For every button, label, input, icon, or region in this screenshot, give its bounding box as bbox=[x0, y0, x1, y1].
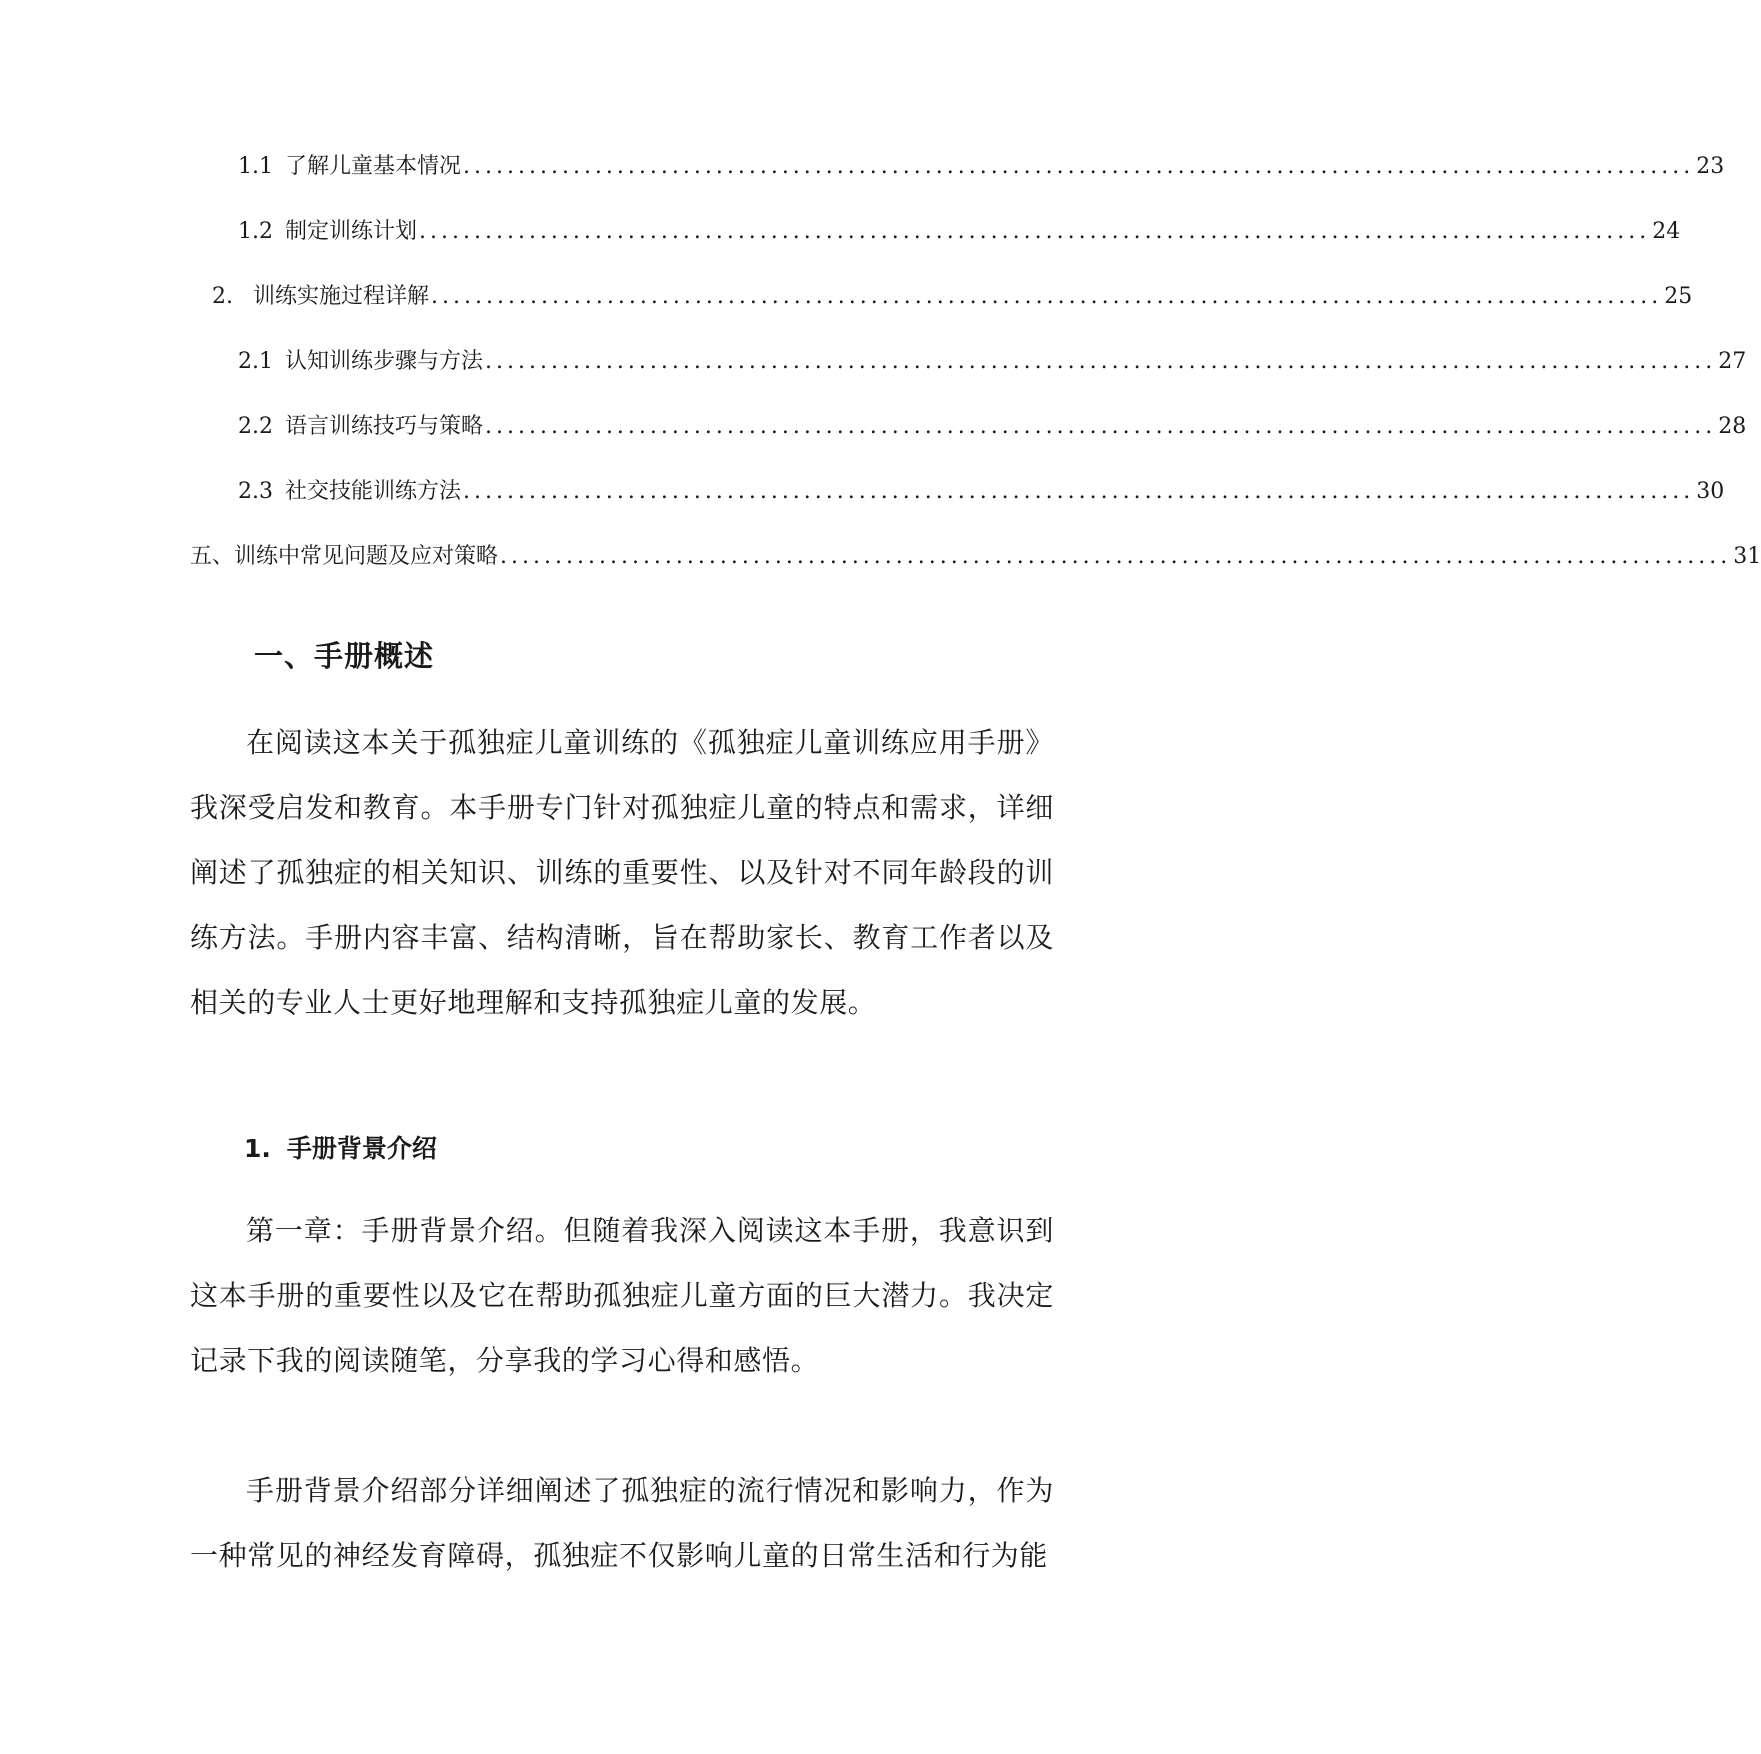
toc-leader-dots: ................................................................................................................ bbox=[431, 284, 1663, 309]
body-paragraph: 在阅读这本关于孤独症儿童训练的《孤独症儿童训练应用手册》我深受启发和教育。本手册专门针对孤独症儿童的特点和需求，详细阐述了孤独症的相关知识、训练的重要性、以及针对不同年龄段的训练方法。手册内容丰富、结构清晰，旨在帮助家长、教育工作者以及相关的专业人士更好地理解和支持孤独症儿童的发展。 bbox=[190, 726, 1054, 1019]
toc-number: 1.2 bbox=[238, 219, 273, 244]
toc-leader-dots: ................................................................................................................ bbox=[500, 544, 1732, 569]
toc-leader-dots: ................................................................................................................ bbox=[485, 349, 1717, 374]
toc-title: 认知训练步骤与方法 bbox=[285, 349, 484, 374]
toc-entry[interactable] bbox=[238, 412, 1747, 442]
toc-entry[interactable] bbox=[212, 282, 1693, 312]
toc-number: 2.3 bbox=[238, 479, 273, 504]
section-heading: 一、手册概述 bbox=[254, 639, 435, 673]
toc-page-number: 31 bbox=[1733, 544, 1761, 569]
toc-page-number: 23 bbox=[1696, 154, 1725, 179]
toc-page-number: 27 bbox=[1718, 349, 1747, 374]
subsection-number: 1. bbox=[244, 1134, 271, 1163]
toc-page-number: 28 bbox=[1718, 414, 1747, 439]
toc-entry[interactable] bbox=[238, 347, 1747, 377]
subsection-title: 手册背景介绍 bbox=[286, 1134, 437, 1163]
toc-title: 语言训练技巧与策略 bbox=[285, 414, 484, 439]
toc-page-number: 24 bbox=[1652, 219, 1681, 244]
toc-entry[interactable] bbox=[238, 152, 1725, 182]
toc-title: 制定训练计划 bbox=[285, 219, 418, 244]
toc-entry[interactable] bbox=[238, 477, 1725, 507]
toc-number: 1.1 bbox=[238, 154, 273, 179]
toc-title: 社交技能训练方法 bbox=[285, 479, 462, 504]
toc-leader-dots: ................................................................................................................ bbox=[485, 414, 1717, 439]
toc-entry[interactable] bbox=[190, 542, 1761, 572]
toc-page-number: 30 bbox=[1696, 479, 1725, 504]
body-paragraph: 第一章：手册背景介绍。但随着我深入阅读这本手册，我意识到这本手册的重要性以及它在帮助孤独症儿童方面的巨大潜力。我决定记录下我的阅读随笔，分享我的学习心得和感悟。 bbox=[190, 1214, 1054, 1377]
toc-entry[interactable] bbox=[238, 217, 1681, 247]
toc-leader-dots: ................................................................................................................ bbox=[419, 219, 1651, 244]
toc-number: 2. bbox=[212, 284, 233, 309]
toc-title: 训练中常见问题及应对策略 bbox=[234, 544, 499, 569]
toc-page-number: 25 bbox=[1664, 284, 1693, 309]
toc-title: 了解儿童基本情况 bbox=[285, 154, 462, 179]
toc-number: 2.2 bbox=[238, 414, 273, 439]
toc-leader-dots: ................................................................................................................ bbox=[463, 154, 1695, 179]
toc-leader-dots: ................................................................................................................ bbox=[463, 479, 1695, 504]
body-paragraph: 手册背景介绍部分详细阐述了孤独症的流行情况和影响力，作为一种常见的神经发育障碍，孤独症不仅影响儿童的日常生活和行为能 bbox=[190, 1474, 1054, 1572]
subsection-heading bbox=[244, 1131, 437, 1167]
toc-number: 2.1 bbox=[238, 349, 273, 374]
toc-title: 训练实施过程详解 bbox=[253, 284, 430, 309]
toc-number: 五、 bbox=[190, 544, 235, 569]
